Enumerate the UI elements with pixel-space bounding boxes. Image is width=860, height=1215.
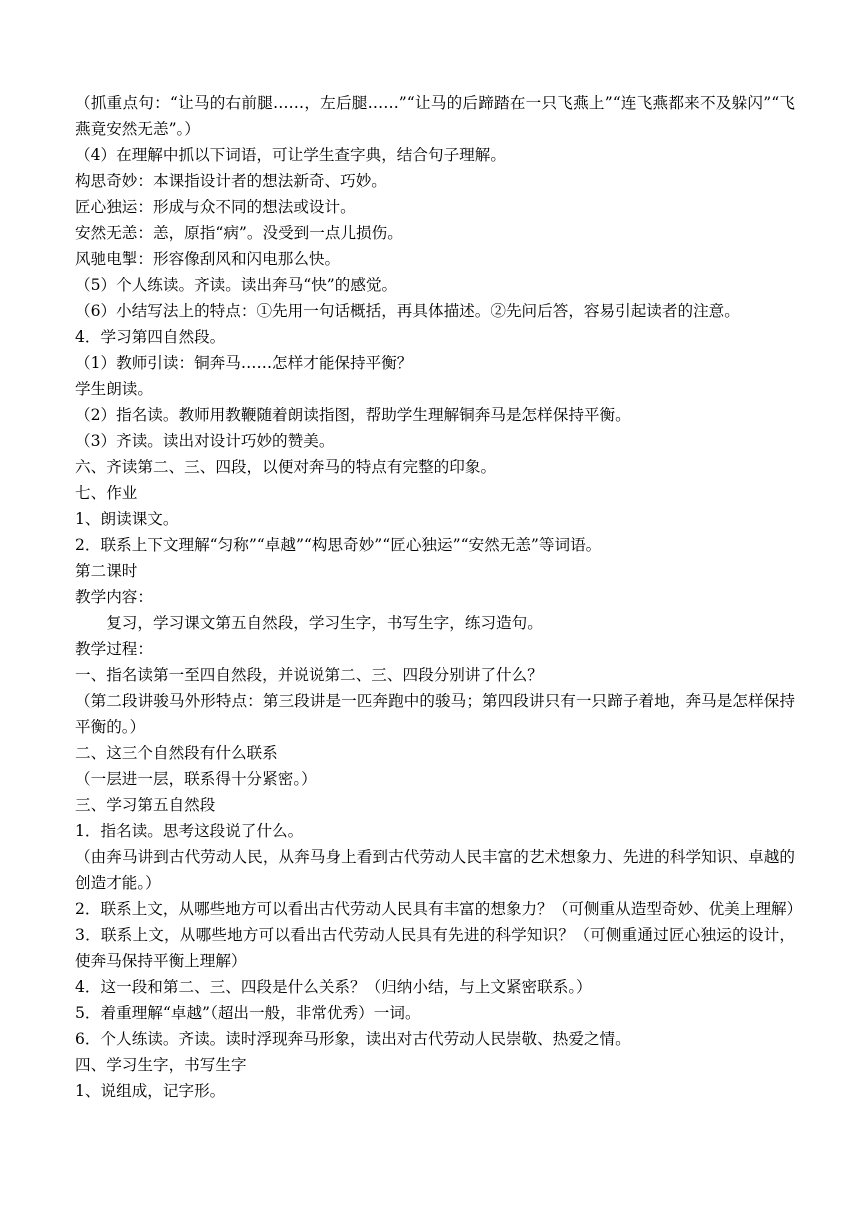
paragraph: 2．联系上下文理解“匀称”“卓越”“构思奇妙”“匠心独运”“安然无恙”等词语。 xyxy=(75,536,602,554)
paragraph: （第二段讲骏马外形特点：第三段讲是一匹奔跑中的骏马；第四段讲只有一只蹄子着地，奔马是怎样保持平衡的。） xyxy=(75,692,795,736)
section-heading: 第二课时 xyxy=(75,562,138,580)
paragraph: 4．学习第四自然段。 xyxy=(75,328,226,346)
paragraph: 1、说组成，记字形。 xyxy=(75,1082,226,1100)
paragraph: （6）小结写法上的特点：①先用一句话概括，再具体描述。②先问后答，容易引起读者的注意。 xyxy=(75,302,740,320)
paragraph: 二、这三个自然段有什么联系 xyxy=(75,744,278,762)
paragraph: 6．个人练读。齐读。读时浮现奔马形象，读出对古代劳动人民崇敬、热爱之情。 xyxy=(75,1030,631,1048)
paragraph: 复习，学习课文第五自然段，学习生字，书写生字，练习造句。 xyxy=(106,614,543,632)
paragraph: 5．着重理解“卓越”（超出一般，非常优秀）一词。 xyxy=(75,1004,421,1022)
paragraph: （3）齐读。读出对设计巧妙的赞美。 xyxy=(75,432,335,450)
paragraph: 构思奇妙：本课指设计者的想法新奇、巧妙。 xyxy=(75,172,387,190)
paragraph: （抓重点句：“让马的右前腿……，左后腿……”“让马的后蹄踏在一只飞燕上”“连飞燕都来不及躲闪”“飞燕竟安然无恙”。） xyxy=(75,94,795,138)
paragraph: 四、学习生字，书写生字 xyxy=(75,1056,247,1074)
paragraph: 1、朗读课文。 xyxy=(75,510,179,528)
document-page xyxy=(75,90,803,1104)
paragraph: 一、指名读第一至四自然段，并说说第二、三、四段分别讲了什么？ xyxy=(75,666,543,684)
paragraph: 学生朗读。 xyxy=(75,380,153,398)
paragraph: （1）教师引读：铜奔马……怎样才能保持平衡？ xyxy=(75,354,413,372)
paragraph: 六、齐读第二、三、四段，以便对奔马的特点有完整的印象。 xyxy=(75,458,497,476)
paragraph: 1．指名读。思考这段说了什么。 xyxy=(75,822,304,840)
paragraph: 风驰电掣：形容像刮风和闪电那么快。 xyxy=(75,250,341,268)
section-heading: 七、作业 xyxy=(75,484,138,502)
paragraph: 2．联系上文，从哪些地方可以看出古代劳动人民具有丰富的想象力？（可侧重从造型奇妙、优美上理解） xyxy=(75,900,803,918)
paragraph: （2）指名读。教师用教鞭随着朗读指图，帮助学生理解铜奔马是怎样保持平衡。 xyxy=(75,406,631,424)
section-heading: 教学内容： xyxy=(75,588,153,606)
paragraph: 4．这一段和第二、三、四段是什么关系？（归纳小结，与上文紧密联系。） xyxy=(75,978,592,996)
paragraph: 三、学习第五自然段 xyxy=(75,796,216,814)
section-heading: 教学过程： xyxy=(75,640,153,658)
paragraph: （一层进一层，联系得十分紧密。） xyxy=(75,770,317,788)
paragraph: （由奔马讲到古代劳动人民，从奔马身上看到古代劳动人民丰富的艺术想象力、先进的科学知识、卓越的创造才能。） xyxy=(75,848,795,892)
paragraph: 安然无恙：恙，原指“病”。没受到一点儿损伤。 xyxy=(75,224,403,242)
paragraph: （5）个人练读。齐读。读出奔马“快”的感觉。 xyxy=(75,276,398,294)
paragraph: 3．联系上文，从哪些地方可以看出古代劳动人民具有先进的科学知识？（可侧重通过匠心独运的设计，使奔马保持平衡上理解） xyxy=(75,926,795,970)
paragraph: （4）在理解中抓以下词语，可让学生查字典，结合句子理解。 xyxy=(75,146,506,164)
paragraph: 匠心独运：形成与众不同的想法或设计。 xyxy=(75,198,356,216)
